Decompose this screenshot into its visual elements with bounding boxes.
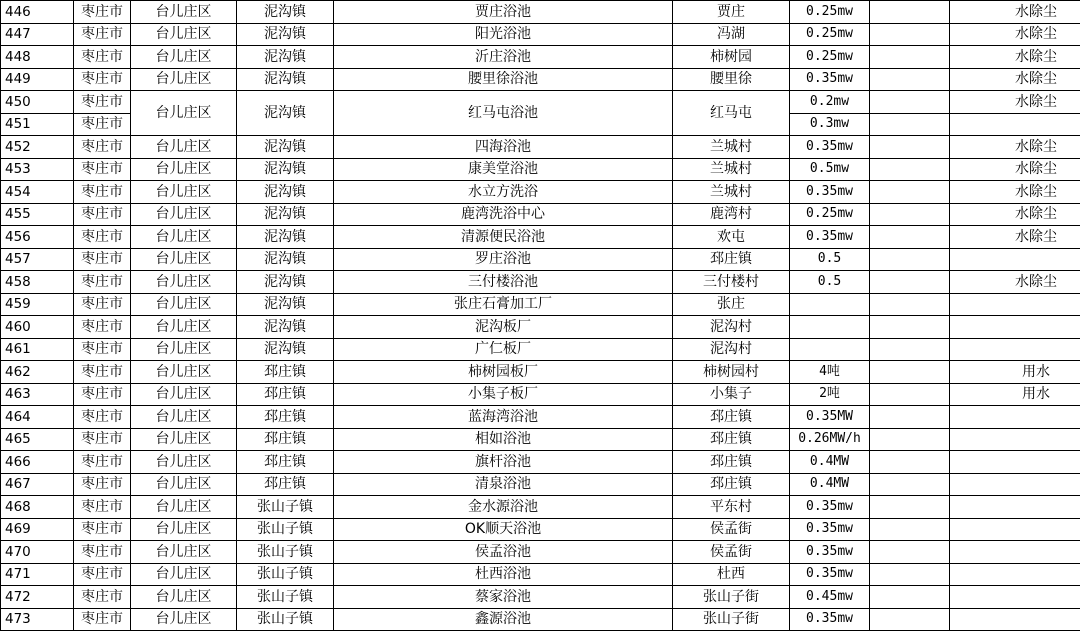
row-number-cell: 457 xyxy=(1,248,74,271)
blank-cell xyxy=(870,248,950,271)
table-row xyxy=(1,586,1080,609)
village-cell: 冯湖 xyxy=(673,23,790,46)
row-number-cell: 459 xyxy=(1,293,74,316)
capacity-cell: 0.35mw xyxy=(790,68,870,91)
district-cell: 台儿庄区 xyxy=(131,496,237,519)
table-row xyxy=(1,496,1080,519)
enterprise-name-cell: 柿树园板厂 xyxy=(334,361,673,384)
blank-cell xyxy=(870,316,950,339)
row-number-cell: 466 xyxy=(1,451,74,474)
town-cell: 张山子镇 xyxy=(237,608,334,631)
capacity-cell: 4吨 xyxy=(790,361,870,384)
town-cell: 泥沟镇 xyxy=(237,226,334,249)
village-cell: 杜西 xyxy=(673,563,790,586)
blank-cell xyxy=(870,338,950,361)
capacity-cell: 0.35MW xyxy=(790,406,870,429)
capacity-cell: 0.35mw xyxy=(790,563,870,586)
table-row xyxy=(1,383,1080,406)
blank-cell xyxy=(870,113,950,136)
capacity-cell: 0.35mw xyxy=(790,608,870,631)
dust-removal-cell: 水除尘 xyxy=(950,158,1080,181)
village-cell: 邳庄镇 xyxy=(673,473,790,496)
capacity-cell: 0.25mw xyxy=(790,46,870,69)
village-cell: 红马屯 xyxy=(673,91,790,136)
table-row xyxy=(1,271,1080,294)
village-cell: 邳庄镇 xyxy=(673,406,790,429)
city-cell: 枣庄市 xyxy=(74,68,131,91)
table-row xyxy=(1,541,1080,564)
city-cell: 枣庄市 xyxy=(74,271,131,294)
blank-cell xyxy=(870,473,950,496)
table-row xyxy=(1,293,1080,316)
dust-removal-cell xyxy=(950,586,1080,609)
enterprise-name-cell: 罗庄浴池 xyxy=(334,248,673,271)
city-cell: 枣庄市 xyxy=(74,136,131,159)
town-cell: 泥沟镇 xyxy=(237,46,334,69)
row-number-cell: 470 xyxy=(1,541,74,564)
blank-cell xyxy=(870,46,950,69)
town-cell: 泥沟镇 xyxy=(237,1,334,24)
row-number-cell: 467 xyxy=(1,473,74,496)
blank-cell xyxy=(870,518,950,541)
blank-cell xyxy=(870,23,950,46)
district-cell: 台儿庄区 xyxy=(131,158,237,181)
city-cell: 枣庄市 xyxy=(74,406,131,429)
capacity-cell xyxy=(790,293,870,316)
district-cell: 台儿庄区 xyxy=(131,248,237,271)
dust-removal-cell: 用水 xyxy=(950,361,1080,384)
table-row xyxy=(1,68,1080,91)
town-cell: 张山子镇 xyxy=(237,496,334,519)
dust-removal-cell: 水除尘 xyxy=(950,23,1080,46)
enterprise-name-cell: 杜西浴池 xyxy=(334,563,673,586)
blank-cell xyxy=(870,496,950,519)
table-row xyxy=(1,608,1080,631)
town-cell: 邳庄镇 xyxy=(237,428,334,451)
blank-cell xyxy=(870,1,950,24)
capacity-cell: 0.25mw xyxy=(790,1,870,24)
blank-cell xyxy=(870,428,950,451)
dust-removal-cell xyxy=(950,428,1080,451)
town-cell: 张山子镇 xyxy=(237,541,334,564)
village-cell: 张山子街 xyxy=(673,586,790,609)
capacity-cell: 0.5 xyxy=(790,271,870,294)
dust-removal-cell: 水除尘 xyxy=(950,91,1080,114)
blank-cell xyxy=(870,608,950,631)
district-cell: 台儿庄区 xyxy=(131,518,237,541)
row-number-cell: 456 xyxy=(1,226,74,249)
city-cell: 枣庄市 xyxy=(74,113,131,136)
city-cell: 枣庄市 xyxy=(74,46,131,69)
dust-removal-cell xyxy=(950,248,1080,271)
district-cell: 台儿庄区 xyxy=(131,203,237,226)
enterprise-name-cell: 腰里徐浴池 xyxy=(334,68,673,91)
district-cell: 台儿庄区 xyxy=(131,563,237,586)
row-number-cell: 464 xyxy=(1,406,74,429)
row-number-cell: 448 xyxy=(1,46,74,69)
table-row xyxy=(1,136,1080,159)
city-cell: 枣庄市 xyxy=(74,608,131,631)
dust-removal-cell xyxy=(950,608,1080,631)
district-cell: 台儿庄区 xyxy=(131,91,237,136)
city-cell: 枣庄市 xyxy=(74,293,131,316)
enterprise-name-cell: 张庄石膏加工厂 xyxy=(334,293,673,316)
town-cell: 泥沟镇 xyxy=(237,338,334,361)
town-cell: 张山子镇 xyxy=(237,586,334,609)
blank-cell xyxy=(870,136,950,159)
blank-cell xyxy=(870,68,950,91)
enterprise-name-cell: 广仁板厂 xyxy=(334,338,673,361)
district-cell: 台儿庄区 xyxy=(131,68,237,91)
dust-removal-cell: 水除尘 xyxy=(950,181,1080,204)
enterprise-name-cell: 清源便民浴池 xyxy=(334,226,673,249)
town-cell: 泥沟镇 xyxy=(237,316,334,339)
table-row xyxy=(1,563,1080,586)
city-cell: 枣庄市 xyxy=(74,563,131,586)
district-cell: 台儿庄区 xyxy=(131,226,237,249)
table-row xyxy=(1,181,1080,204)
blank-cell xyxy=(870,361,950,384)
row-number-cell: 463 xyxy=(1,383,74,406)
enterprise-name-cell: 泥沟板厂 xyxy=(334,316,673,339)
blank-cell xyxy=(870,271,950,294)
village-cell: 平东村 xyxy=(673,496,790,519)
dust-removal-cell xyxy=(950,316,1080,339)
village-cell: 侯孟街 xyxy=(673,541,790,564)
row-number-cell: 469 xyxy=(1,518,74,541)
town-cell: 张山子镇 xyxy=(237,518,334,541)
enterprise-name-cell: 蓝海湾浴池 xyxy=(334,406,673,429)
enterprise-name-cell: 蔡家浴池 xyxy=(334,586,673,609)
capacity-cell: 0.5mw xyxy=(790,158,870,181)
table-row xyxy=(1,226,1080,249)
capacity-cell xyxy=(790,338,870,361)
city-cell: 枣庄市 xyxy=(74,1,131,24)
dust-removal-cell xyxy=(950,518,1080,541)
city-cell: 枣庄市 xyxy=(74,226,131,249)
city-cell: 枣庄市 xyxy=(74,158,131,181)
table-row xyxy=(1,91,1080,114)
town-cell: 泥沟镇 xyxy=(237,136,334,159)
table-row xyxy=(1,428,1080,451)
enterprise-name-cell: 侯孟浴池 xyxy=(334,541,673,564)
dust-removal-cell xyxy=(950,473,1080,496)
city-cell: 枣庄市 xyxy=(74,316,131,339)
town-cell: 邳庄镇 xyxy=(237,406,334,429)
town-cell: 泥沟镇 xyxy=(237,181,334,204)
village-cell: 张庄 xyxy=(673,293,790,316)
district-cell: 台儿庄区 xyxy=(131,473,237,496)
capacity-cell: 0.2mw xyxy=(790,91,870,114)
capacity-cell: 0.4MW xyxy=(790,451,870,474)
row-number-cell: 454 xyxy=(1,181,74,204)
dust-removal-cell xyxy=(950,338,1080,361)
capacity-cell: 0.5 xyxy=(790,248,870,271)
blank-cell xyxy=(870,91,950,114)
capacity-cell: 2吨 xyxy=(790,383,870,406)
town-cell: 邳庄镇 xyxy=(237,451,334,474)
village-cell: 贾庄 xyxy=(673,1,790,24)
row-number-cell: 455 xyxy=(1,203,74,226)
village-cell: 腰里徐 xyxy=(673,68,790,91)
dust-removal-cell: 用水 xyxy=(950,383,1080,406)
town-cell: 泥沟镇 xyxy=(237,203,334,226)
town-cell: 泥沟镇 xyxy=(237,91,334,136)
district-cell: 台儿庄区 xyxy=(131,46,237,69)
enterprise-name-cell: 鑫源浴池 xyxy=(334,608,673,631)
row-number-cell: 465 xyxy=(1,428,74,451)
row-number-cell: 453 xyxy=(1,158,74,181)
table-row xyxy=(1,158,1080,181)
capacity-cell: 0.45mw xyxy=(790,586,870,609)
capacity-cell: 0.3mw xyxy=(790,113,870,136)
dust-removal-cell: 水除尘 xyxy=(950,68,1080,91)
row-number-cell: 447 xyxy=(1,23,74,46)
blank-cell xyxy=(870,586,950,609)
district-cell: 台儿庄区 xyxy=(131,451,237,474)
district-cell: 台儿庄区 xyxy=(131,361,237,384)
district-cell: 台儿庄区 xyxy=(131,1,237,24)
district-cell: 台儿庄区 xyxy=(131,428,237,451)
city-cell: 枣庄市 xyxy=(74,181,131,204)
row-number-cell: 468 xyxy=(1,496,74,519)
village-cell: 柿树园 xyxy=(673,46,790,69)
dust-removal-cell: 水除尘 xyxy=(950,271,1080,294)
village-cell: 兰城村 xyxy=(673,136,790,159)
city-cell: 枣庄市 xyxy=(74,518,131,541)
dust-removal-cell xyxy=(950,293,1080,316)
row-number-cell: 452 xyxy=(1,136,74,159)
town-cell: 泥沟镇 xyxy=(237,248,334,271)
capacity-cell: 0.35mw xyxy=(790,181,870,204)
dust-removal-cell xyxy=(950,406,1080,429)
enterprise-name-cell: 三付楼浴池 xyxy=(334,271,673,294)
dust-removal-cell xyxy=(950,113,1080,136)
table-row xyxy=(1,451,1080,474)
village-cell: 小集子 xyxy=(673,383,790,406)
table-row xyxy=(1,473,1080,496)
enterprise-name-cell: 沂庄浴池 xyxy=(334,46,673,69)
enterprise-name-cell: 清泉浴池 xyxy=(334,473,673,496)
village-cell: 侯孟街 xyxy=(673,518,790,541)
table-row xyxy=(1,248,1080,271)
city-cell: 枣庄市 xyxy=(74,383,131,406)
town-cell: 泥沟镇 xyxy=(237,68,334,91)
row-number-cell: 446 xyxy=(1,1,74,24)
city-cell: 枣庄市 xyxy=(74,203,131,226)
enterprise-name-cell: 红马屯浴池 xyxy=(334,91,673,136)
table-row xyxy=(1,361,1080,384)
dust-removal-cell xyxy=(950,451,1080,474)
village-cell: 三付楼村 xyxy=(673,271,790,294)
dust-removal-cell: 水除尘 xyxy=(950,1,1080,24)
village-cell: 兰城村 xyxy=(673,181,790,204)
dust-removal-cell xyxy=(950,541,1080,564)
dust-removal-cell: 水除尘 xyxy=(950,46,1080,69)
district-cell: 台儿庄区 xyxy=(131,293,237,316)
blank-cell xyxy=(870,181,950,204)
district-cell: 台儿庄区 xyxy=(131,316,237,339)
blank-cell xyxy=(870,158,950,181)
capacity-cell: 0.35mw xyxy=(790,496,870,519)
city-cell: 枣庄市 xyxy=(74,428,131,451)
town-cell: 邳庄镇 xyxy=(237,473,334,496)
city-cell: 枣庄市 xyxy=(74,248,131,271)
blank-cell xyxy=(870,451,950,474)
town-cell: 邳庄镇 xyxy=(237,361,334,384)
blank-cell xyxy=(870,541,950,564)
village-cell: 泥沟村 xyxy=(673,316,790,339)
district-cell: 台儿庄区 xyxy=(131,541,237,564)
town-cell: 泥沟镇 xyxy=(237,23,334,46)
capacity-cell: 0.35mw xyxy=(790,541,870,564)
city-cell: 枣庄市 xyxy=(74,451,131,474)
village-cell: 邳庄镇 xyxy=(673,428,790,451)
capacity-cell: 0.25mw xyxy=(790,23,870,46)
city-cell: 枣庄市 xyxy=(74,23,131,46)
row-number-cell: 472 xyxy=(1,586,74,609)
blank-cell xyxy=(870,563,950,586)
enterprise-name-cell: 相如浴池 xyxy=(334,428,673,451)
row-number-cell: 449 xyxy=(1,68,74,91)
village-cell: 泥沟村 xyxy=(673,338,790,361)
town-cell: 张山子镇 xyxy=(237,563,334,586)
city-cell: 枣庄市 xyxy=(74,361,131,384)
dust-removal-cell xyxy=(950,496,1080,519)
dust-removal-cell: 水除尘 xyxy=(950,226,1080,249)
village-cell: 邳庄镇 xyxy=(673,451,790,474)
village-cell: 欢屯 xyxy=(673,226,790,249)
city-cell: 枣庄市 xyxy=(74,586,131,609)
district-cell: 台儿庄区 xyxy=(131,338,237,361)
row-number-cell: 471 xyxy=(1,563,74,586)
row-number-cell: 460 xyxy=(1,316,74,339)
row-number-cell: 458 xyxy=(1,271,74,294)
table-row xyxy=(1,203,1080,226)
enterprise-name-cell: 四海浴池 xyxy=(334,136,673,159)
city-cell: 枣庄市 xyxy=(74,473,131,496)
district-cell: 台儿庄区 xyxy=(131,586,237,609)
table-row xyxy=(1,1,1080,24)
row-number-cell: 462 xyxy=(1,361,74,384)
dust-removal-cell: 水除尘 xyxy=(950,203,1080,226)
row-number-cell: 451 xyxy=(1,113,74,136)
capacity-cell: 0.4MW xyxy=(790,473,870,496)
dust-removal-cell xyxy=(950,563,1080,586)
blank-cell xyxy=(870,203,950,226)
blank-cell xyxy=(870,406,950,429)
district-cell: 台儿庄区 xyxy=(131,136,237,159)
table-row xyxy=(1,406,1080,429)
district-cell: 台儿庄区 xyxy=(131,383,237,406)
capacity-cell: 0.35mw xyxy=(790,518,870,541)
table-row xyxy=(1,338,1080,361)
row-number-cell: 461 xyxy=(1,338,74,361)
table-row xyxy=(1,46,1080,69)
town-cell: 泥沟镇 xyxy=(237,271,334,294)
city-cell: 枣庄市 xyxy=(74,541,131,564)
blank-cell xyxy=(870,226,950,249)
village-cell: 张山子街 xyxy=(673,608,790,631)
city-cell: 枣庄市 xyxy=(74,496,131,519)
district-cell: 台儿庄区 xyxy=(131,406,237,429)
enterprise-name-cell: 康美堂浴池 xyxy=(334,158,673,181)
city-cell: 枣庄市 xyxy=(74,338,131,361)
table-row xyxy=(1,316,1080,339)
town-cell: 邳庄镇 xyxy=(237,383,334,406)
enterprise-name-cell: 金水源浴池 xyxy=(334,496,673,519)
table-body xyxy=(1,1,1080,631)
enterprise-name-cell: 阳光浴池 xyxy=(334,23,673,46)
village-cell: 鹿湾村 xyxy=(673,203,790,226)
city-cell: 枣庄市 xyxy=(74,91,131,114)
district-cell: 台儿庄区 xyxy=(131,271,237,294)
enterprise-name-cell: 贾庄浴池 xyxy=(334,1,673,24)
capacity-cell xyxy=(790,316,870,339)
district-cell: 台儿庄区 xyxy=(131,608,237,631)
capacity-cell: 0.25mw xyxy=(790,203,870,226)
table-row xyxy=(1,518,1080,541)
capacity-cell: 0.26MW/h xyxy=(790,428,870,451)
table-row xyxy=(1,23,1080,46)
enterprise-name-cell: 水立方洗浴 xyxy=(334,181,673,204)
blank-cell xyxy=(870,293,950,316)
enterprise-name-cell: OK顺天浴池 xyxy=(334,518,673,541)
village-cell: 邳庄镇 xyxy=(673,248,790,271)
dust-removal-cell: 水除尘 xyxy=(950,136,1080,159)
village-cell: 兰城村 xyxy=(673,158,790,181)
district-cell: 台儿庄区 xyxy=(131,23,237,46)
blank-cell xyxy=(870,383,950,406)
capacity-cell: 0.35mw xyxy=(790,226,870,249)
village-cell: 柿树园村 xyxy=(673,361,790,384)
row-number-cell: 450 xyxy=(1,91,74,114)
capacity-cell: 0.35mw xyxy=(790,136,870,159)
row-number-cell: 473 xyxy=(1,608,74,631)
enterprise-name-cell: 小集子板厂 xyxy=(334,383,673,406)
enterprise-name-cell: 鹿湾洗浴中心 xyxy=(334,203,673,226)
town-cell: 泥沟镇 xyxy=(237,293,334,316)
town-cell: 泥沟镇 xyxy=(237,158,334,181)
district-cell: 台儿庄区 xyxy=(131,181,237,204)
enterprise-name-cell: 旗杆浴池 xyxy=(334,451,673,474)
